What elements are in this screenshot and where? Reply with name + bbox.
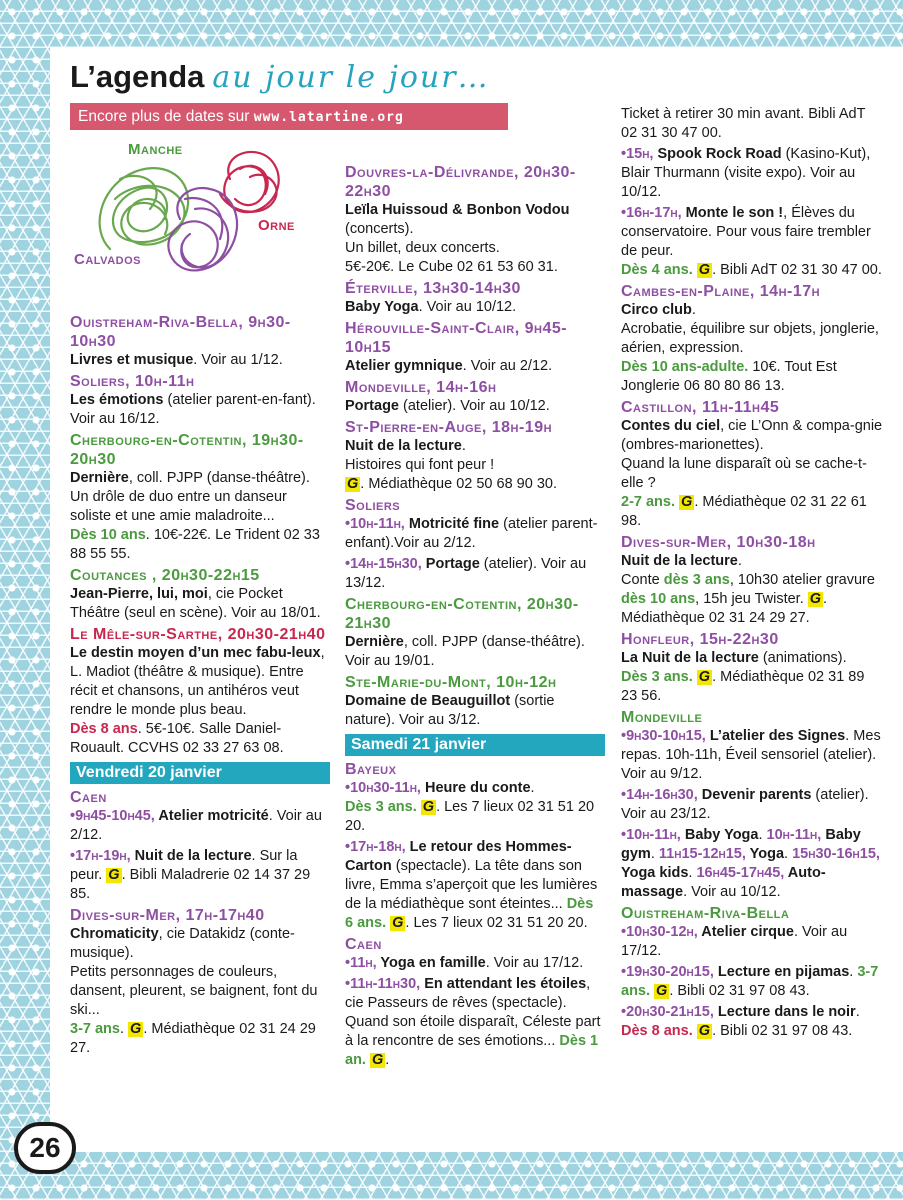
age-badge: dès 3 ans	[663, 572, 730, 588]
event-text: . Voir au 1/12.	[193, 352, 283, 368]
event-title: Nuit de la lecture	[621, 553, 738, 569]
event-place: Cherbourg-en-Cotentin, 19h30-20h30	[70, 432, 304, 468]
event-entry	[345, 418, 605, 494]
age-badge: 2-7 ans.	[621, 494, 675, 510]
event-text: .	[691, 302, 696, 318]
event-description: , 10h30 atelier gravure	[729, 572, 875, 588]
event-text: , coll. PJPP (danse-théâtre).	[128, 470, 310, 486]
event-time: 16h45-17h45,	[696, 865, 785, 881]
event-info: . Médiathèque 02 31 24 29 27.	[621, 591, 828, 626]
map-label-calvados: Calvados	[74, 251, 141, 268]
event-title: Baby Yoga	[345, 299, 419, 315]
agenda-column-2	[345, 163, 605, 1072]
page-number: 26	[14, 1122, 76, 1174]
event-entry: Dives-sur-Mer, 17h-17h40 Chromaticity, cie Datakidz (conte-musique). Petits personnages de couleurs, dansent, pleurent, se baignent, font du ski... 3-7 ans. G . Médiathèque 02 31 24 29 27.	[70, 906, 330, 1058]
event-text: .	[688, 865, 697, 881]
event-text: (atelier). Voir au 23/12.	[621, 787, 869, 822]
event-text: . Sur la peur.	[70, 848, 298, 883]
event-title: Jean-Pierre, lui, moi	[70, 586, 208, 602]
event-text: , Élèves du conservatoire. Pour vous faire trembler de peur.	[621, 205, 871, 259]
event-text: , L. Madiot (théâtre & musique).	[70, 645, 325, 680]
event-info: . Bibli AdT 02 31 30 47 00.	[712, 262, 882, 278]
event-text: , cie L’Onn & compa-gnie (ombres-marionettes).	[621, 418, 883, 453]
age-badge: Dès 3 ans.	[345, 799, 417, 815]
event-title: Domaine de Beauguillot	[345, 693, 511, 709]
event-title: Baby gym	[621, 827, 861, 862]
free-badge: G	[108, 867, 120, 883]
event-place: Cambes-en-Plaine, 14h-17h	[621, 283, 821, 300]
day-header: Vendredi 20 janvier	[70, 762, 330, 784]
event-title: Circo club	[621, 302, 692, 318]
event-entry	[345, 838, 605, 933]
event-time: •19h30-20h15,	[621, 964, 714, 980]
event-description: Histoires qui font peur !	[345, 457, 495, 473]
event-entry	[345, 279, 605, 317]
event-place: Mondeville	[621, 709, 703, 726]
event-text: . Voir au 2/12.	[462, 358, 553, 374]
title-main: L’agenda	[70, 59, 205, 94]
event-title: Atelier motricité	[154, 808, 269, 824]
event-info: . Médiathèque 02 50 68 90 30.	[360, 476, 557, 492]
event-title: Les émotions	[70, 392, 164, 408]
event-description: Un billet, deux concerts.	[345, 240, 500, 256]
event-title: Heure du conte	[420, 780, 531, 796]
map-label-orne: Orne	[258, 217, 295, 234]
event-title: Portage	[421, 556, 480, 572]
age-badge: Dès 8 ans	[70, 721, 138, 737]
event-info: .	[385, 1052, 390, 1068]
event-place: Bayeux	[345, 761, 397, 778]
age-badge: Dès 8 ans.	[621, 1023, 693, 1039]
event-entry	[621, 727, 883, 784]
event-place: Coutances , 20h30-22h15	[70, 567, 260, 584]
event-time: •20h30-21h15,	[621, 1004, 714, 1020]
event-time: •15h,	[621, 146, 654, 162]
event-title: Le destin moyen d’un mec fabu-leux	[70, 645, 321, 661]
event-time: 10h-11h,	[766, 827, 822, 843]
banner-text: Encore plus de dates sur	[78, 108, 254, 125]
free-badge: G	[698, 262, 711, 278]
event-entry	[621, 963, 883, 1001]
event-info: . Médiathèque 02 31 89 23 56.	[621, 669, 865, 704]
age-badge: 3-7 ans	[70, 1021, 120, 1037]
event-text: (atelier parent-enfant).Voir au 2/12.	[345, 516, 598, 551]
event-place: Ouistreham-Riva-Bella	[621, 905, 790, 922]
event-title: L’atelier des Signes	[705, 728, 846, 744]
event-text: (atelier). Voir au 10/12.	[399, 398, 550, 414]
event-title: Lecture dans le noir	[713, 1004, 856, 1020]
event-time: •10h-11h,	[621, 827, 681, 843]
free-badge: G	[809, 591, 822, 607]
event-entry	[621, 533, 883, 628]
event-title: Monte le son !	[681, 205, 784, 221]
event-place: Soliers	[345, 497, 401, 514]
event-entry	[345, 555, 605, 593]
event-title: En attendant les étoiles	[420, 976, 587, 992]
event-text: .	[784, 846, 793, 862]
event-time: •9h30-10h15,	[621, 728, 706, 744]
age-badge: Dès 10 ans-adulte.	[621, 359, 749, 375]
event-entry	[621, 630, 883, 706]
event-time: 11h15-12h15,	[658, 846, 746, 862]
event-entry	[70, 847, 330, 904]
event-description: Petits personnages de couleurs, dansent, pleurent, se baignent, font du ski...	[70, 964, 318, 1018]
event-entry	[345, 954, 605, 973]
free-badge: G	[422, 799, 435, 815]
age-badge: Dès 1 an.	[345, 1033, 599, 1068]
event-entry	[621, 786, 883, 824]
event-text: . Voir au 10/12.	[418, 299, 517, 315]
free-badge: G	[656, 983, 668, 999]
event-entry	[345, 163, 605, 277]
event-title: Auto-massage	[621, 865, 826, 900]
event-time: •14h-16h30,	[621, 787, 698, 803]
event-time: •11h-11h30,	[345, 976, 421, 992]
age-badge: 3-7 ans.	[621, 964, 879, 999]
region-map	[70, 139, 320, 289]
event-text: (sortie nature). Voir au 3/12.	[345, 693, 555, 728]
event-text: . Voir au 10/12.	[683, 884, 781, 900]
event-description: Entre récit et chansons, un antihéros veut rendre le monde plus beau.	[70, 664, 304, 718]
event-text: (animations).	[758, 650, 847, 666]
event-title: Chromaticity	[70, 926, 159, 942]
event-entry	[70, 566, 330, 623]
event-text: , cie Pocket Théâtre (seul en scène). Voir au 18/01.	[70, 586, 321, 621]
event-entry	[70, 625, 330, 758]
free-badge: G	[681, 494, 693, 510]
event-title: Atelier cirque	[697, 924, 794, 940]
event-entry	[621, 923, 883, 961]
event-info: . Bibli 02 31 97 08 43.	[712, 1023, 853, 1039]
event-info: . 5€-10€. Salle Daniel-Rouault. CCVHS 02 33 27 63 08.	[70, 721, 284, 756]
event-title: Atelier gymnique	[345, 358, 463, 374]
event-info: . 10€-22€. Le Trident 02 33 88 55 55.	[70, 527, 320, 562]
event-time: •17h-19h,	[70, 848, 131, 864]
title-subtitle: au jour le jour…	[212, 60, 490, 95]
event-title: Motricité fine	[404, 516, 500, 532]
event-text: .	[737, 553, 742, 569]
event-title: Dernière	[345, 634, 404, 650]
event-entry	[70, 372, 330, 429]
event-entry	[70, 313, 330, 370]
event-place: Soliers, 10h-11h	[70, 373, 195, 390]
event-entry	[345, 673, 605, 730]
event-place: Hérouville-Saint-Clair, 9h45-10h15	[345, 320, 568, 356]
event-info: . Médiathèque 02 31 22 61 98.	[621, 494, 867, 529]
event-info: . Bibli 02 31 97 08 43.	[669, 983, 810, 999]
event-text: (concerts).	[345, 221, 414, 237]
event-description: Un drôle de duo entre un danseur soliste et une amie maladroite...	[70, 489, 287, 524]
free-badge: G	[371, 1052, 384, 1068]
agenda-column-3	[621, 105, 883, 1043]
event-info: . Bibli Maladrerie 02 14 37 29 85.	[70, 867, 311, 902]
event-entry	[621, 1003, 883, 1041]
age-badge: Dès 3 ans.	[621, 669, 693, 685]
event-info: 10€. Tout Est Jonglerie 06 80 80 86 13.	[621, 359, 837, 394]
event-title: Yoga en famille	[376, 955, 486, 971]
event-entry	[345, 319, 605, 376]
event-text: .	[530, 780, 535, 796]
event-text: , coll. PJPP (danse-théâtre). Voir au 19/01.	[345, 634, 585, 669]
event-text: (atelier parent-en-fant). Voir au 16/12.	[70, 392, 316, 427]
event-title: Devenir parents	[697, 787, 812, 803]
event-entry	[70, 431, 330, 564]
event-text: .	[461, 438, 466, 454]
event-title: Nuit de la lecture	[345, 438, 462, 454]
event-text: . Voir au 17/12.	[621, 924, 848, 959]
event-title: Contes du ciel	[621, 418, 721, 434]
event-text: . Voir au 17/12.	[485, 955, 584, 971]
event-text: .	[650, 846, 659, 862]
event-title: Yoga kids	[621, 865, 689, 881]
age-badge: dès 10 ans	[621, 591, 696, 607]
event-place: Dives-sur-Mer, 10h30-18h	[621, 534, 816, 551]
event-title: Lecture en pijamas	[713, 964, 850, 980]
event-place: Honfleur, 15h-22h30	[621, 631, 779, 648]
event-text: (spectacle). La tête dans son livre, Emma s’aperçoit que les lumières de la médiathèque sont éteintes...	[345, 858, 598, 912]
free-badge: G	[130, 1021, 142, 1037]
website-banner	[70, 103, 508, 130]
event-time: •10h30-11h,	[345, 780, 421, 796]
age-badge: Dès 6 ans.	[345, 896, 594, 931]
event-text: . Voir au 2/12.	[70, 808, 322, 843]
event-entry	[345, 378, 605, 416]
event-place: Mondeville, 14h-16h	[345, 379, 497, 396]
event-text: , cie Passeurs de rêves (spectacle). Quand son étoile disparaît, Céleste part à la rencontre de ses émotions...	[345, 976, 601, 1049]
event-place: Éterville, 13h30-14h30	[345, 280, 521, 297]
free-badge: G	[698, 669, 711, 685]
day-header: Samedi 21 janvier	[345, 734, 605, 756]
page-title	[70, 59, 490, 95]
event-title: Dernière	[70, 470, 129, 486]
event-text: .	[758, 827, 767, 843]
event-place: Ste-Marie-du-Mont, 10h-12h	[345, 674, 557, 691]
event-title: Spook Rock Road	[653, 146, 782, 162]
event-description: Acrobatie, équilibre sur objets, jonglerie, aérien, expression.	[621, 321, 879, 356]
event-info: 5€-20€. Le Cube 02 61 53 60 31.	[345, 259, 558, 275]
event-title: Le retour des Hommes-Carton	[345, 839, 572, 874]
event-title: La Nuit de la lecture	[621, 650, 759, 666]
age-badge: Dès 10 ans	[70, 527, 146, 543]
event-title: Livres et musique	[70, 352, 194, 368]
event-time: 15h30-16h15,	[792, 846, 880, 862]
event-time: •10h30-12h,	[621, 924, 698, 940]
free-badge: G	[698, 1023, 711, 1039]
event-entry	[345, 975, 605, 1070]
event-entry	[621, 282, 883, 396]
event-place: Castillon, 11h-11h45	[621, 399, 780, 416]
event-info: . Les 7 lieux 02 31 51 20 20.	[405, 915, 588, 931]
event-time: •14h-15h30,	[345, 556, 422, 572]
banner-url-link[interactable]: www.latartine.org	[253, 110, 404, 125]
map-label-manche: Manche	[128, 141, 183, 158]
event-time: •11h,	[345, 955, 377, 971]
event-entry	[70, 807, 330, 845]
event-place: Le Mêle-sur-Sarthe, 20h30-21h40	[70, 626, 326, 643]
event-text: .	[849, 964, 858, 980]
event-description: Quand la lune disparaît où se cache-t-elle ?	[621, 456, 867, 491]
event-text: . Mes repas. 10h-11h, Éveil sensoriel (atelier). Voir au 9/12.	[621, 728, 881, 782]
event-place: Caen	[70, 789, 107, 806]
event-time: •9h45-10h45,	[70, 808, 155, 824]
free-badge: G	[392, 915, 404, 931]
event-text: , cie Datakidz (conte-musique).	[70, 926, 295, 961]
event-place: Cherbourg-en-Cotentin, 20h30-21h30	[345, 596, 579, 632]
event-title: Baby Yoga	[680, 827, 759, 843]
event-entry	[621, 826, 883, 902]
event-entry	[621, 204, 883, 280]
event-time: •17h-18h,	[345, 839, 406, 855]
event-time: •16h-17h,	[621, 205, 682, 221]
event-place: Douvres-la-Délivrande, 20h30-22h30	[345, 164, 576, 200]
event-description: Conte	[621, 572, 664, 588]
event-title: Nuit de la lecture	[130, 848, 252, 864]
event-entry	[345, 595, 605, 671]
event-text: (Kasino-Kut), Blair Thurmann (visite expo). Voir au 10/12.	[621, 146, 871, 200]
event-title: Portage	[345, 398, 399, 414]
age-badge: Dès 4 ans.	[621, 262, 693, 278]
event-time: •10h-11h,	[345, 516, 405, 532]
event-entry	[345, 515, 605, 553]
event-place: Dives-sur-Mer, 17h-17h40	[70, 907, 265, 924]
event-info: . Les 7 lieux 02 31 51 20 20.	[345, 799, 595, 834]
event-text: .	[855, 1004, 860, 1020]
event-entry	[345, 779, 605, 836]
event-entry	[621, 145, 883, 202]
event-description: , 15h jeu Twister.	[695, 591, 804, 607]
event-place: Caen	[345, 936, 382, 953]
event-place: St-Pierre-en-Auge, 18h-19h	[345, 419, 553, 436]
event-entry	[621, 398, 883, 531]
agenda-page	[50, 47, 903, 1152]
free-badge: G	[347, 476, 359, 492]
event-info: . Médiathèque 02 31 24 29 27.	[70, 1021, 316, 1056]
event-continuation: Ticket à retirer 30 min avant. Bibli AdT 02 31 30 47 00.	[621, 106, 866, 141]
event-place: Ouistreham-Riva-Bella, 9h30-10h30	[70, 314, 291, 350]
event-title: Leïla Huissoud & Bonbon Vodou	[345, 202, 570, 218]
agenda-column-1	[70, 313, 330, 1060]
event-title: Yoga	[745, 846, 785, 862]
event-text: (atelier). Voir au 13/12.	[345, 556, 587, 591]
